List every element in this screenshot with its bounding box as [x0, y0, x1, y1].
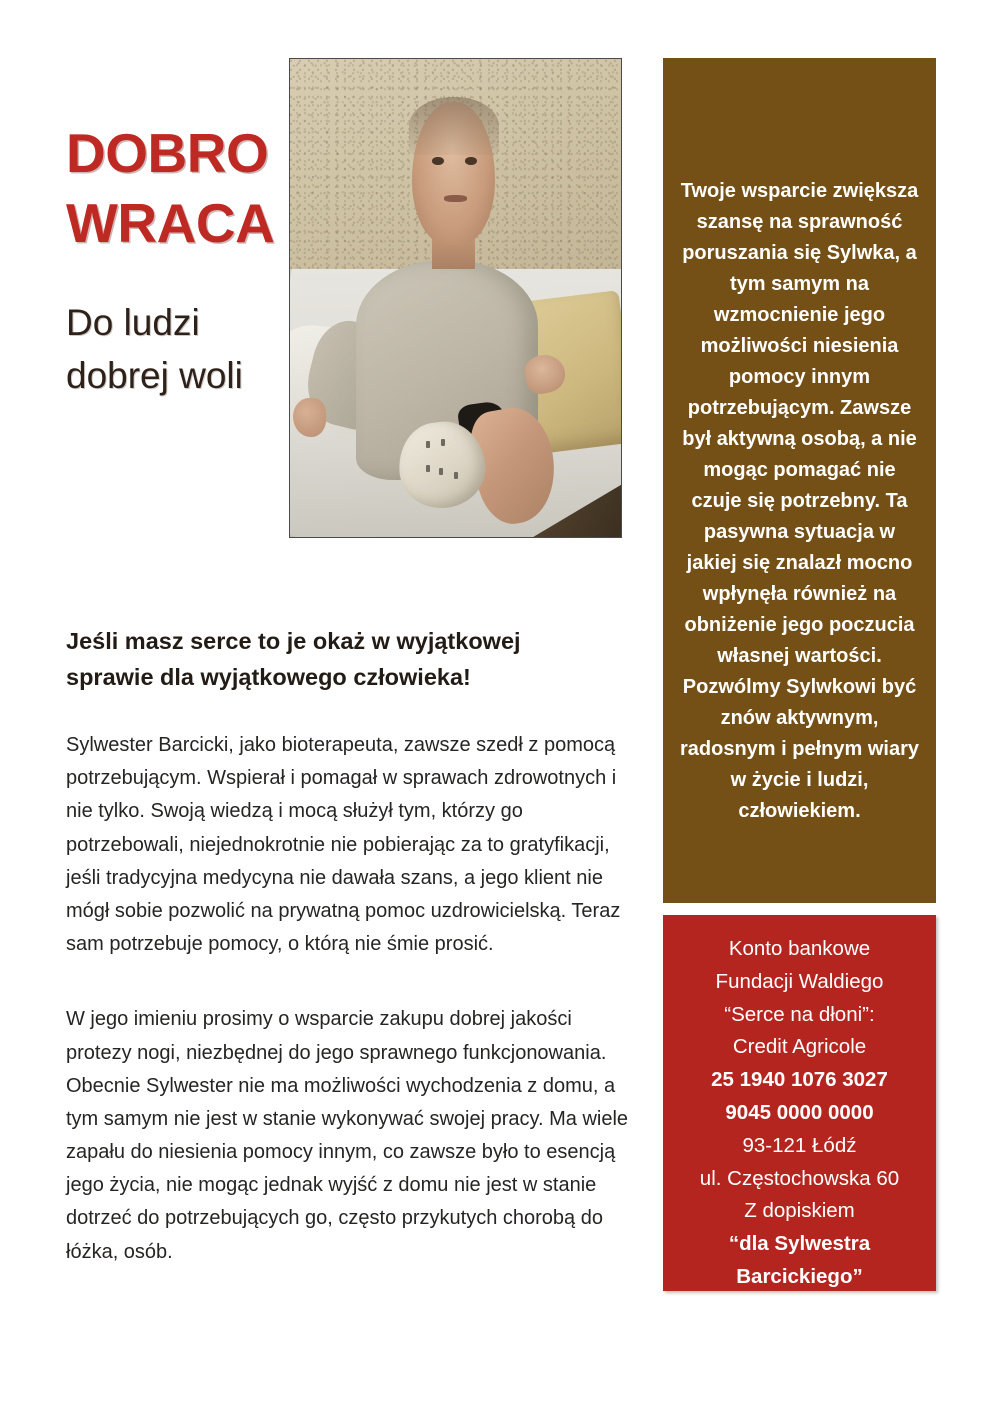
bank-line: Credit Agricole [732, 1035, 867, 1059]
appeal-heading: Jeśli masz serce to je okaż w wyjątkowej sprawie dla wyjątkowego człowieka! [66, 628, 521, 690]
bank-line: Fundacji Waldiego [715, 969, 884, 993]
bank-line: “Serce na dłoni”: [724, 1002, 875, 1026]
photo-mouth [444, 195, 467, 202]
bank-line: Konto bankowe [728, 937, 871, 960]
photo-left-eye [432, 157, 443, 165]
beneficiary-photo [289, 58, 622, 538]
support-message-text: Twoje wsparcie zwiększa szansę na sprawność poruszania się Sylwka, a tym samym na wzmocnienie jego możliwości niesienia pomocy innym potrzebującym. Zawsze był aktywną osobą, a nie mogąc pomagać nie czuje się potrzebny. Ta pasywna sytuacja w jakiej się znalazł mocno wpłynęła również na obniżenie jego poczucia własnej wartości. Pozwólmy Sylwkowi być znów aktywnym, radosnym i pełnym wiary w życie i ludzi, człowiekiem. [680, 180, 919, 822]
photo-staple-icon [439, 468, 443, 475]
photo-hair [409, 97, 498, 154]
photo-staple-icon [426, 465, 430, 472]
bank-transfer-note-label: Z dopiskiem [744, 1199, 855, 1223]
support-message-panel [663, 58, 936, 903]
headline-line-2: WRACA [66, 192, 275, 255]
photo-staple-icon [426, 441, 430, 448]
photo-left-hand [293, 398, 326, 436]
subheading: Do ludzi dobrej woli [66, 302, 243, 396]
photo-scene [290, 59, 621, 537]
appeal-paragraph-2: W jego imieniu prosimy o wsparcie zakupu dobrej jakości protezy nogi, niezbędnej do jego sprawnego funkcjonowania. Obecnie Sylwester nie ma możliwości wychodzenia z domu, a tym samym nie jest w stanie wykonywać swojej pracy. Ma wiele zapału do niesienia pomocy innym, co zawsze było to esencją jego życia, nie mogąc jednak wyjść z domu nie jest w stanie dotrzeć do potrzebujących go, często przykutych chorobą do łóżka, osób. [66, 1008, 629, 1263]
bank-transfer-note-line-1: “dla Sylwestra [728, 1232, 871, 1256]
bank-account-number-line-1: 25 1940 1076 3027 [711, 1068, 888, 1092]
bank-street-address: ul. Częstochowska 60 [699, 1166, 900, 1190]
photo-staple-icon [454, 472, 458, 479]
headline-line-1: DOBRO [66, 122, 269, 184]
photo-right-eye [465, 157, 476, 165]
headline-block [66, 118, 281, 259]
bank-transfer-note-line-2: Barcickiego” [736, 1264, 863, 1288]
bank-postal-code-city: 93-121 Łódź [742, 1133, 857, 1157]
bank-account-panel [663, 915, 936, 1291]
bank-account-number-line-2: 9045 0000 0000 [725, 1100, 874, 1124]
appeal-paragraph-1: Sylwester Barcicki, jako bioterapeuta, zawsze szedł z pomocą potrzebującym. Wspierał i pomagał w sprawach zdrowotnych i nie tylko. Swoją wiedzą i mocą służył tym, którzy go potrzebowali, niejednokrotnie nie pobierając za to gratyfikacji, jeśli tradycyjna medycyna nie dawała szans, a jego klient nie mógł sobie pozwolić na prywatną pomoc uzdrowicielską. Teraz sam potrzebuje pomocy, o którą nie śmie prosić. [66, 734, 621, 956]
appeal-body [66, 729, 636, 1269]
photo-staple-icon [441, 439, 445, 446]
